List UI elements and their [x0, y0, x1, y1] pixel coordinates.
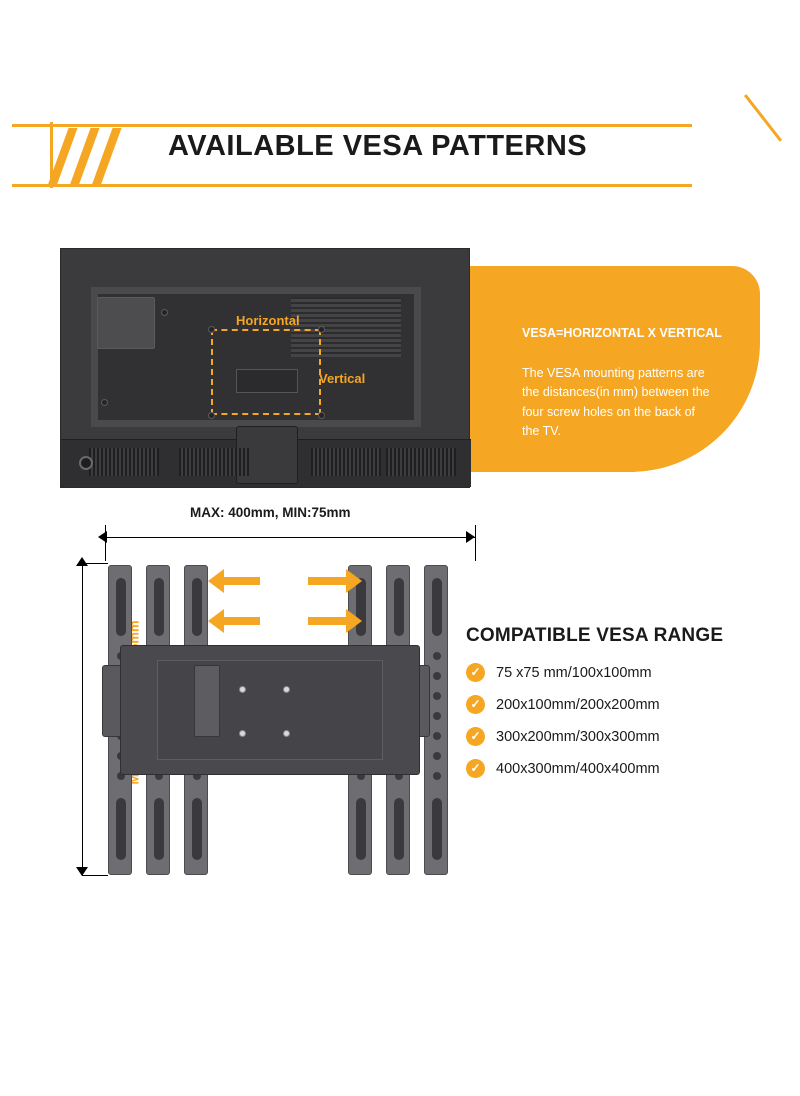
list-item: [466, 727, 786, 746]
label-vertical: Vertical: [319, 371, 366, 386]
check-icon: ✓: [466, 759, 485, 778]
adjust-arrow-right-bottom: [308, 617, 346, 625]
vesa-pattern-outline: [211, 329, 321, 415]
dimension-left-line: [82, 563, 83, 875]
page-title: AVAILABLE VESA PATTERNS: [168, 130, 588, 162]
vesa-range-item-label: 400x300mm/400x400mm: [496, 760, 660, 777]
screw-hole: [161, 309, 168, 316]
tv-power-knob-icon: [79, 456, 93, 470]
tv-port-panel: [97, 297, 155, 349]
screw-hole: [318, 412, 325, 419]
vesa-range-title: COMPATIBLE VESA RANGE: [466, 625, 724, 646]
header-bottom-rule: [12, 184, 692, 187]
check-icon: ✓: [466, 695, 485, 714]
plate-hole: [239, 730, 246, 737]
label-horizontal: Horizontal: [236, 313, 300, 328]
tv-bottom-bar: [61, 439, 471, 487]
compatible-vesa-range: [466, 625, 786, 791]
adjust-arrow-left-top: [222, 577, 260, 585]
vesa-range-item-label: 200x100mm/200x200mm: [496, 696, 660, 713]
dimension-top-label: MAX: 400mm, MIN:75mm: [190, 505, 351, 520]
dimension-left-arrow-up: [76, 557, 88, 566]
speaker-grille: [386, 448, 456, 476]
dimension-top-arrow-right: [466, 531, 475, 543]
page-header: [0, 112, 800, 202]
plate-hole: [283, 730, 290, 737]
header-top-rule: [12, 124, 692, 127]
tv-rear-panel: [60, 248, 470, 488]
adjust-arrowhead-left-bottom: [208, 609, 224, 633]
adjust-arrowhead-right-top: [346, 569, 362, 593]
screw-hole: [208, 326, 215, 333]
screw-hole: [318, 326, 325, 333]
vesa-range-item-label: 300x200mm/300x300mm: [496, 728, 660, 745]
center-plate-inner: [157, 660, 383, 760]
dimension-tick: [82, 875, 108, 876]
callout-title: VESA=HORIZONTAL X VERTICAL: [522, 326, 722, 340]
center-pivot-block: [194, 665, 220, 737]
list-item: [466, 695, 786, 714]
adjust-arrowhead-right-bottom: [346, 609, 362, 633]
dimension-tick: [105, 525, 106, 561]
plate-hole: [283, 686, 290, 693]
speaker-grille: [179, 448, 249, 476]
callout-body: The VESA mounting patterns are the distances(in mm) between the four screw holes on the back of the TV.: [522, 366, 710, 439]
dimension-top-line: [105, 537, 475, 538]
screw-hole: [208, 412, 215, 419]
speaker-grille: [311, 448, 381, 476]
adjust-arrow-right-top: [308, 577, 346, 585]
screw-hole: [101, 399, 108, 406]
speaker-grille: [89, 448, 159, 476]
slash-decoration-icon: [52, 128, 142, 186]
dimension-tick: [475, 525, 476, 561]
vesa-callout: [460, 266, 760, 472]
dimension-tick: [82, 563, 108, 564]
adjust-arrowhead-left-top: [208, 569, 224, 593]
plate-hole: [239, 686, 246, 693]
check-icon: ✓: [466, 663, 485, 682]
tv-back-diagram: [60, 248, 740, 488]
vesa-range-item-label: 75 x75 mm/100x100mm: [496, 664, 652, 681]
adjust-arrow-left-bottom: [222, 617, 260, 625]
center-mount-plate: [120, 645, 420, 775]
check-icon: ✓: [466, 727, 485, 746]
list-item: [466, 663, 786, 682]
list-item: [466, 759, 786, 778]
